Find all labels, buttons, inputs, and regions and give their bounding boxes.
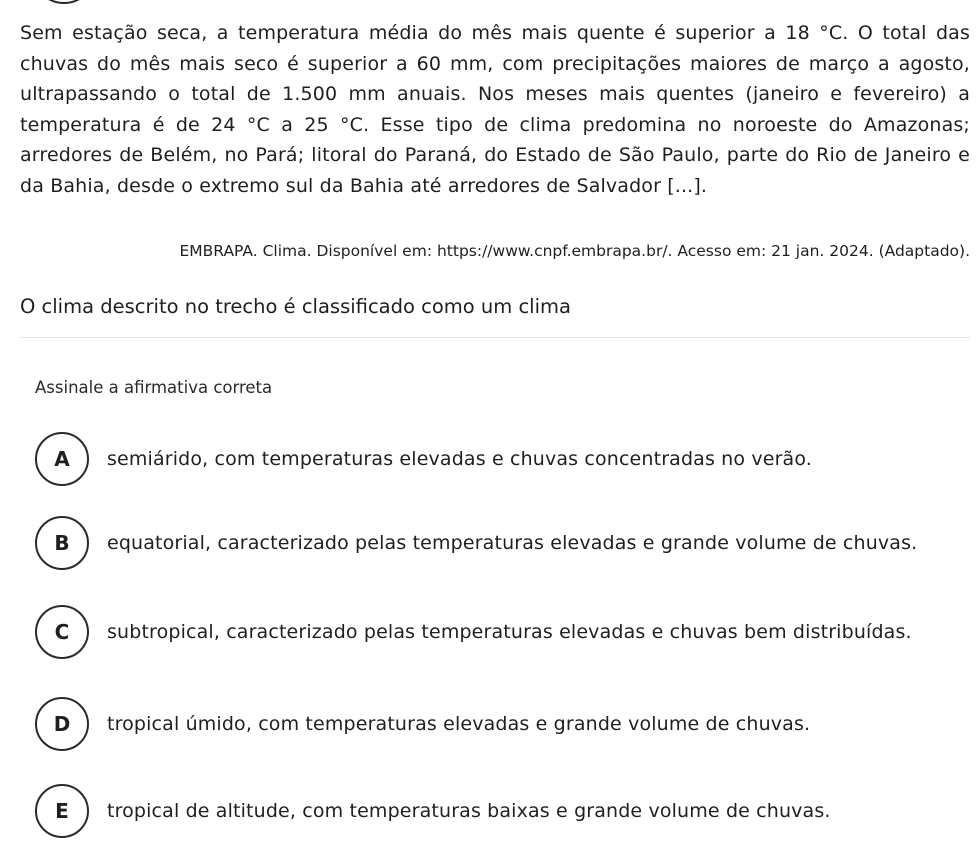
option-text[interactable]: tropical úmido, com temperaturas elevadas e grande volume de chuvas. (107, 713, 811, 735)
question-prompt: O clima descrito no trecho é classificado como um clima (20, 295, 571, 318)
option-text[interactable]: tropical de altitude, com temperaturas baixas e grande volume de chuvas. (107, 800, 831, 822)
option-text[interactable]: semiárido, com temperaturas elevadas e chuvas concentradas no verão. (107, 448, 812, 470)
option-text[interactable]: subtropical, caracterizado pelas temperaturas elevadas e chuvas bem distribuídas. (107, 621, 912, 643)
answer-instruction: Assinale a afirmativa correta (35, 378, 273, 397)
option-text[interactable]: equatorial, caracterizado pelas temperaturas elevadas e grande volume de chuvas. (107, 532, 918, 554)
option-a[interactable] (35, 432, 970, 486)
option-d[interactable] (35, 697, 970, 751)
passage-source-citation: EMBRAPA. Clima. Disponível em: https://www.cnpf.embrapa.br/. Acesso em: 21 jan. 2024. (Adaptado). (179, 242, 970, 260)
section-divider (20, 337, 970, 338)
option-e[interactable] (35, 784, 970, 838)
option-letter-badge[interactable]: E (35, 784, 89, 838)
option-letter-badge[interactable]: C (35, 605, 89, 659)
question-passage: Sem estação seca, a temperatura média do mês mais quente é superior a 18 °C. O total das chuvas do mês mais seco é superior a 60 mm, com precipitações maiores de março a agosto, ultrapassando o total de 1.500 mm anuais. Nos meses mais quentes (janeiro e fevereiro) a temperatura é de 24 °C a 25 °C. Esse tipo de clima predomina no noroeste do Amazonas; arredores de Belém, no Pará; litoral do Paraná, do Estado de São Paulo, parte do Rio de Janeiro e da Bahia, desde o extremo sul da Bahia até arredores de Salvador [...]. (20, 22, 970, 197)
option-b[interactable] (35, 516, 970, 570)
previous-option-badge-edge (35, 0, 93, 4)
option-c[interactable] (35, 605, 970, 659)
option-letter-badge[interactable]: D (35, 697, 89, 751)
option-letter-badge[interactable]: A (35, 432, 89, 486)
option-letter-badge[interactable]: B (35, 516, 89, 570)
